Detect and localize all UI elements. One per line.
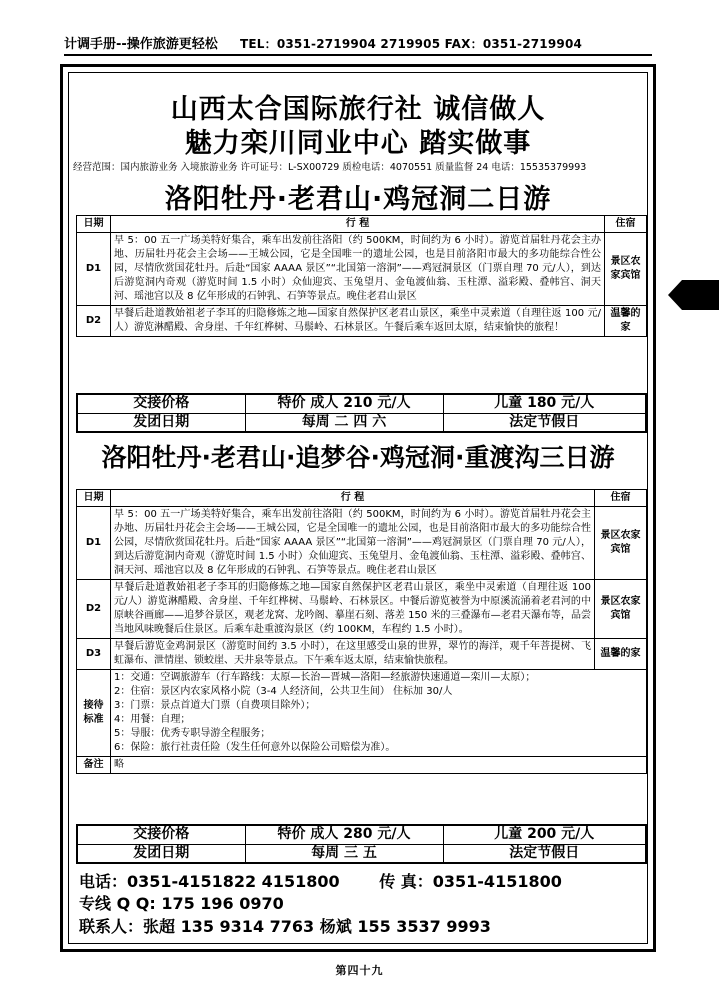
- standards-label: 接待标准: [77, 670, 111, 757]
- agency-contact-line: TEL：0351-2719904 2719905 FAX：0351-2719904: [240, 37, 583, 51]
- day-itinerary: 早 5：00 五一广场美特好集合，乘车出发前往洛阳（约 500KM，时间约为 6 小时）。游览首届牡丹花会主办地、历届牡丹花会主会场——王城公园，它是全国唯一的遗址公园，也是目前洛阳市最大的多功能综合性公园，尽情欣赏国花牡丹。后赴“国家 AAAA 景区”“北国第一溶洞”——鸡冠洞景区（门票自理 70 元/人），到达后游览洞内奇观（游览时间 1.5 小时）众仙迎宾、玉兔望月、金龟渡仙翁、玉柱潭、溢彩殿、叠帏宫、洞天河、瑶池宫以及 8 亿年形成的石钟乳、石笋等景点。晚住老君山景区: [111, 233, 605, 306]
- price-label: 交接价格: [77, 825, 245, 844]
- table-row: [77, 580, 647, 639]
- day-itinerary: 早餐后赴道教始祖老子李耳的归隐修炼之地—国家自然保护区老君山景区，乘坐中灵索道（自理往返 100 元/人）游览淋醋殿、舍身崖、千年红桦树、马鬃岭、石林景区。中餐后游览被誉为中原溪流涌着老君河的中原峡谷画廊——追梦谷景区，观老龙窝、龙吟阁、摹崖石刻、落差 150 米的三叠瀑布—老君天瀑布等，品尝当地风味晚餐后住景区。后乘车赴重渡沟景区（约 100KM，车程约 1.5 小时）。: [111, 580, 595, 639]
- day-itinerary: 早 5：00 五一广场美特好集合，乘车出发前往洛阳（约 500KM，时间约为 6 小时）。游览首届牡丹花会主办地、历届牡丹花会主会场——王城公园，它是全国唯一的遗址公园，也是目前洛阳市最大的多功能综合性公园，尽情欣赏国花牡丹。后赴“国家 AAAA 景区”“北国第一溶洞”——鸡冠洞景区（门票自理 70 元/人），到达后游览洞内奇观（游览时间 1.5 小时）众仙迎宾、玉兔望月、金龟渡仙翁、玉柱潭、溢彩殿、叠帏宫、洞天河、瑶池宫以及 8 亿年形成的石钟乳、石笋等景点。晚住老君山景区: [111, 507, 595, 580]
- flyer-frame: [60, 64, 656, 952]
- top-bar: [64, 34, 652, 56]
- table-row: [77, 639, 647, 670]
- standard-item: 4：用餐：自理；: [114, 714, 191, 725]
- child-price: 儿童 180 元/人: [443, 394, 646, 413]
- day-stay: 景区农家宾馆: [595, 580, 647, 639]
- holiday-note: 法定节假日: [443, 844, 646, 863]
- flyer-inner: [68, 72, 648, 944]
- child-price: 儿童 200 元/人: [443, 825, 646, 844]
- tour1-itinerary-table: [76, 215, 647, 337]
- holiday-note: 法定节假日: [443, 413, 646, 432]
- table-header-row: [77, 216, 647, 233]
- departure-days: 每周 二 四 六: [245, 413, 443, 432]
- tour2-itinerary-table: [76, 489, 647, 774]
- tour2-price-table: [76, 824, 647, 864]
- day-label: D2: [77, 580, 111, 639]
- price-label: 交接价格: [77, 394, 245, 413]
- tour2-title: 洛阳牡丹·老君山·追梦谷·鸡冠洞·重渡沟三日游: [101, 443, 615, 472]
- agency-headline-2: 魅力栾川同业中心 踏实做事: [184, 128, 532, 159]
- day-label: D2: [77, 306, 111, 337]
- departure-label: 发团日期: [77, 413, 245, 432]
- note-row: [77, 757, 647, 774]
- day-stay: 景区农家宾馆: [595, 507, 647, 580]
- standards-row: [77, 670, 647, 757]
- standard-item: 5：导服：优秀专职导游全程服务；: [114, 728, 271, 739]
- table-row: [77, 233, 647, 306]
- note-label: 备注: [77, 757, 111, 774]
- day-stay: 温馨的家: [595, 639, 647, 670]
- agency-headline-1: 山西太合国际旅行社 诚信做人: [170, 94, 546, 125]
- standard-item: 3：门票：景点首道大门票（自费项目除外）；: [114, 700, 316, 711]
- departure-row: [77, 413, 646, 432]
- page-tab-arrow-icon: [668, 280, 719, 310]
- note-text: 略: [111, 757, 647, 774]
- license-line: 经营范围：国内旅游业务 入境旅游业务 许可证号：L-SX00729 质检电话：4070551 质量监督 24 电话：15535379993: [73, 162, 587, 173]
- price-row: [77, 394, 646, 413]
- day-itinerary: 早餐后赴道教始祖老子李耳的归隐修炼之地—国家自然保护区老君山景区，乘坐中灵索道（自理往返 100 元/人）游览淋醋殿、舍身崖、千年红桦树、马鬃岭、石林景区。午餐后乘车返回太原，结束愉快的旅程！: [111, 306, 605, 337]
- standards-list: [111, 670, 647, 757]
- tour1-price-table: [76, 393, 647, 433]
- col-stay: 住宿: [595, 490, 647, 507]
- day-itinerary: 早餐后游览金鸡洞景区（游览时间约 3.5 小时），在这里感受山泉的世界，翠竹的海洋，观千年菩提树、飞虹瀑布、泄情崖、锁蛟崖、天井泉等景点。下午乘车返太原，结束愉快旅程。: [111, 639, 595, 670]
- fax-number: 传 真：0351-4151800: [379, 872, 562, 891]
- departure-label: 发团日期: [77, 844, 245, 863]
- qq-line: 专线 Q Q: 175 196 0970: [79, 894, 284, 913]
- day-stay: 景区农家宾馆: [605, 233, 647, 306]
- adult-price: 特价 成人 280 元/人: [245, 825, 443, 844]
- col-day: 日期: [77, 216, 111, 233]
- standard-item: 2：住宿：景区内农家风格小院（3-4 人经济间，公共卫生间） 住标加 30/人: [114, 686, 453, 697]
- col-stay: 住宿: [605, 216, 647, 233]
- departure-days: 每周 三 五: [245, 844, 443, 863]
- standard-item: 6：保险：旅行社责任险（发生任何意外以保险公司赔偿为准）。: [114, 742, 396, 753]
- col-itinerary: 行 程: [111, 490, 595, 507]
- table-header-row: [77, 490, 647, 507]
- adult-price: 特价 成人 210 元/人: [245, 394, 443, 413]
- contact-phone-line: [79, 871, 562, 893]
- day-stay: 温馨的家: [605, 306, 647, 337]
- table-row: [77, 306, 647, 337]
- slogan: 计调手册--操作旅游更轻松: [64, 37, 218, 52]
- departure-row: [77, 844, 646, 863]
- price-row: [77, 825, 646, 844]
- day-label: D1: [77, 507, 111, 580]
- tour1-title: 洛阳牡丹·老君山·鸡冠洞二日游: [164, 184, 552, 215]
- contact-people-line: 联系人：张超 135 9314 7763 杨斌 155 3537 9993: [79, 917, 491, 936]
- day-label: D1: [77, 233, 111, 306]
- table-row: [77, 507, 647, 580]
- standard-item: 1：交通：空调旅游车（行车路线：太原—长治—晋城—洛阳—经旅游快速通道—栾川—太原）；: [114, 672, 536, 683]
- day-label: D3: [77, 639, 111, 670]
- page-number: 第四十九: [335, 964, 384, 977]
- col-itinerary: 行 程: [111, 216, 605, 233]
- phone-numbers: 电话：0351-4151822 4151800: [79, 872, 340, 891]
- col-day: 日期: [77, 490, 111, 507]
